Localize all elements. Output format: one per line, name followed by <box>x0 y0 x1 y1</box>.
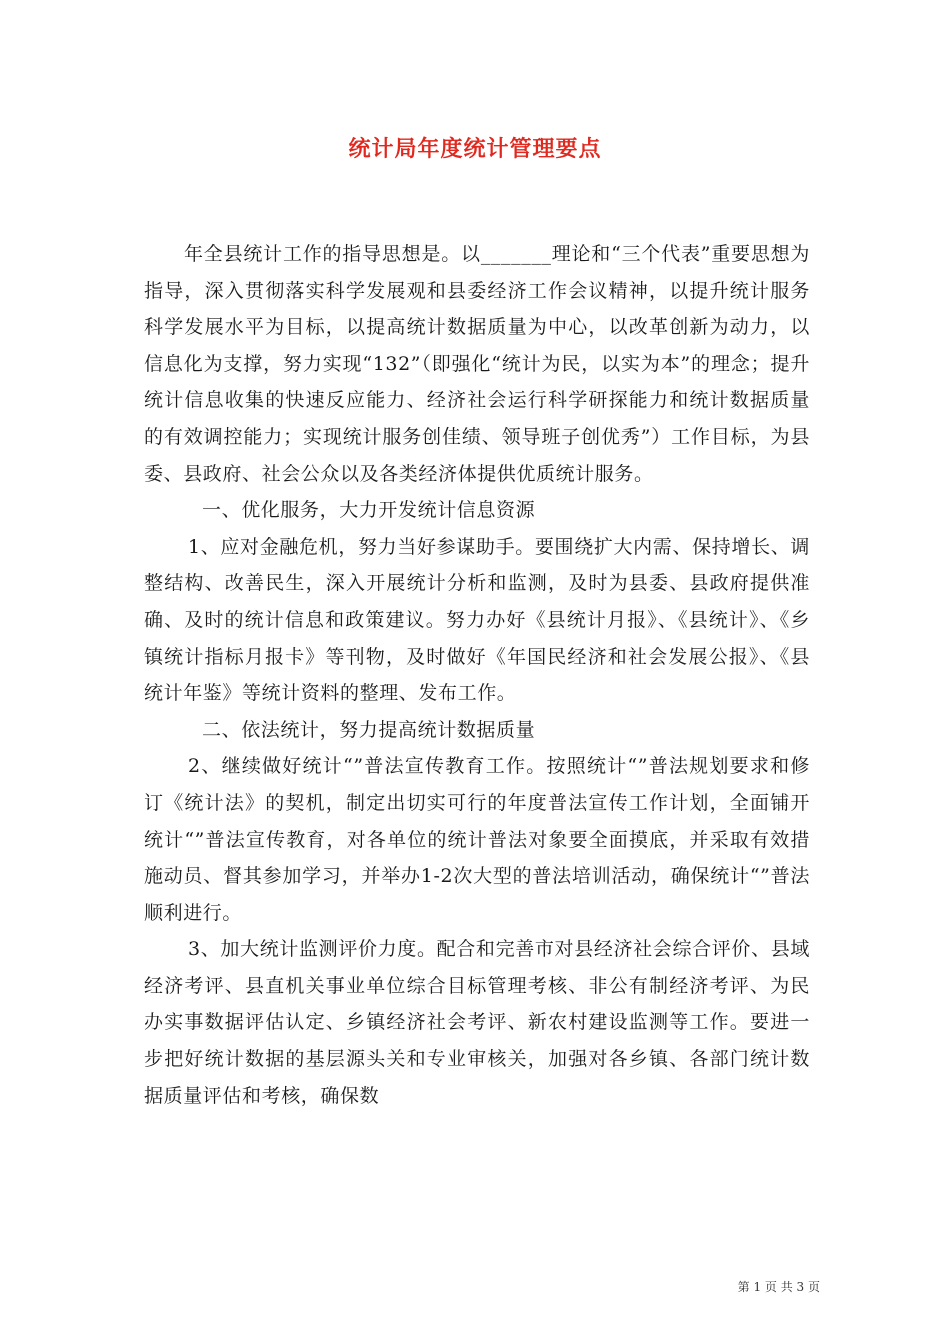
paragraph-item-2: 2、继续做好统计“”普法宣传教育工作。按照统计“”普法规划要求和修订《统计法》的契机，制定出切实可行的年度普法宣传工作计划，全面铺开统计“”普法宣传教育，对各单位的统计普法对象要全面摸底，并采取有效措施动员、督其参加学习，并举办1-2次大型的普法培训活动，确保统计“”普法顺利进行。 <box>144 755 810 924</box>
section-heading-1: 一、优化服务，大力开发统计信息资源 <box>202 499 536 522</box>
paragraph-item-1: 1、应对金融危机，努力当好参谋助手。要围绕扩大内需、保持增长、调整结构、改善民生，深入开展统计分析和监测，及时为县委、县政府提供准确、及时的统计信息和政策建议。努力办好《县统计月报》、《县统计》、《乡镇统计指标月报卡》等刊物，及时做好《年国民经济和社会发展公报》、《县统计年鉴》等统计资料的整理、发布工作。 <box>144 535 810 705</box>
page-number: 第 1 页 共 3 页 <box>737 1280 820 1294</box>
section-heading-2: 二、依法统计，努力提高统计数据质量 <box>202 718 536 741</box>
paragraph-guiding-ideology: 年全县统计工作的指导思想是。以_______理论和“三个代表”重要思想为指导，深入贯彻落实科学发展观和县委经济工作会议精神，以提升统计服务科学发展水平为目标，以提高统计数据质量为中心，以改革创新为动力，以信息化为支撑，努力实现“132”（即强化“统计为民，以实为本”的理念；提升统计信息收集的快速反应能力、经济社会运行科学研探能力和统计数据质量的有效调控能力；实现统计服务创佳绩、领导班子创优秀”）工作目标，为县委、县政府、社会公众以及各类经济体提供优质统计服务。 <box>144 243 810 485</box>
paragraph-item-3: 3、加大统计监测评价力度。配合和完善市对县经济社会综合评价、县域经济考评、县直机关事业单位综合目标管理考核、非公有制经济考评、为民办实事数据评估认定、乡镇经济社会考评、新农村建设监测等工作。要进一步把好统计数据的基层源头关和专业审核关，加强对各乡镇、各部门统计数据质量评估和考核，确保数 <box>144 938 810 1107</box>
document-title: 统计局年度统计管理要点 <box>348 137 602 162</box>
document-body <box>144 236 810 1114</box>
